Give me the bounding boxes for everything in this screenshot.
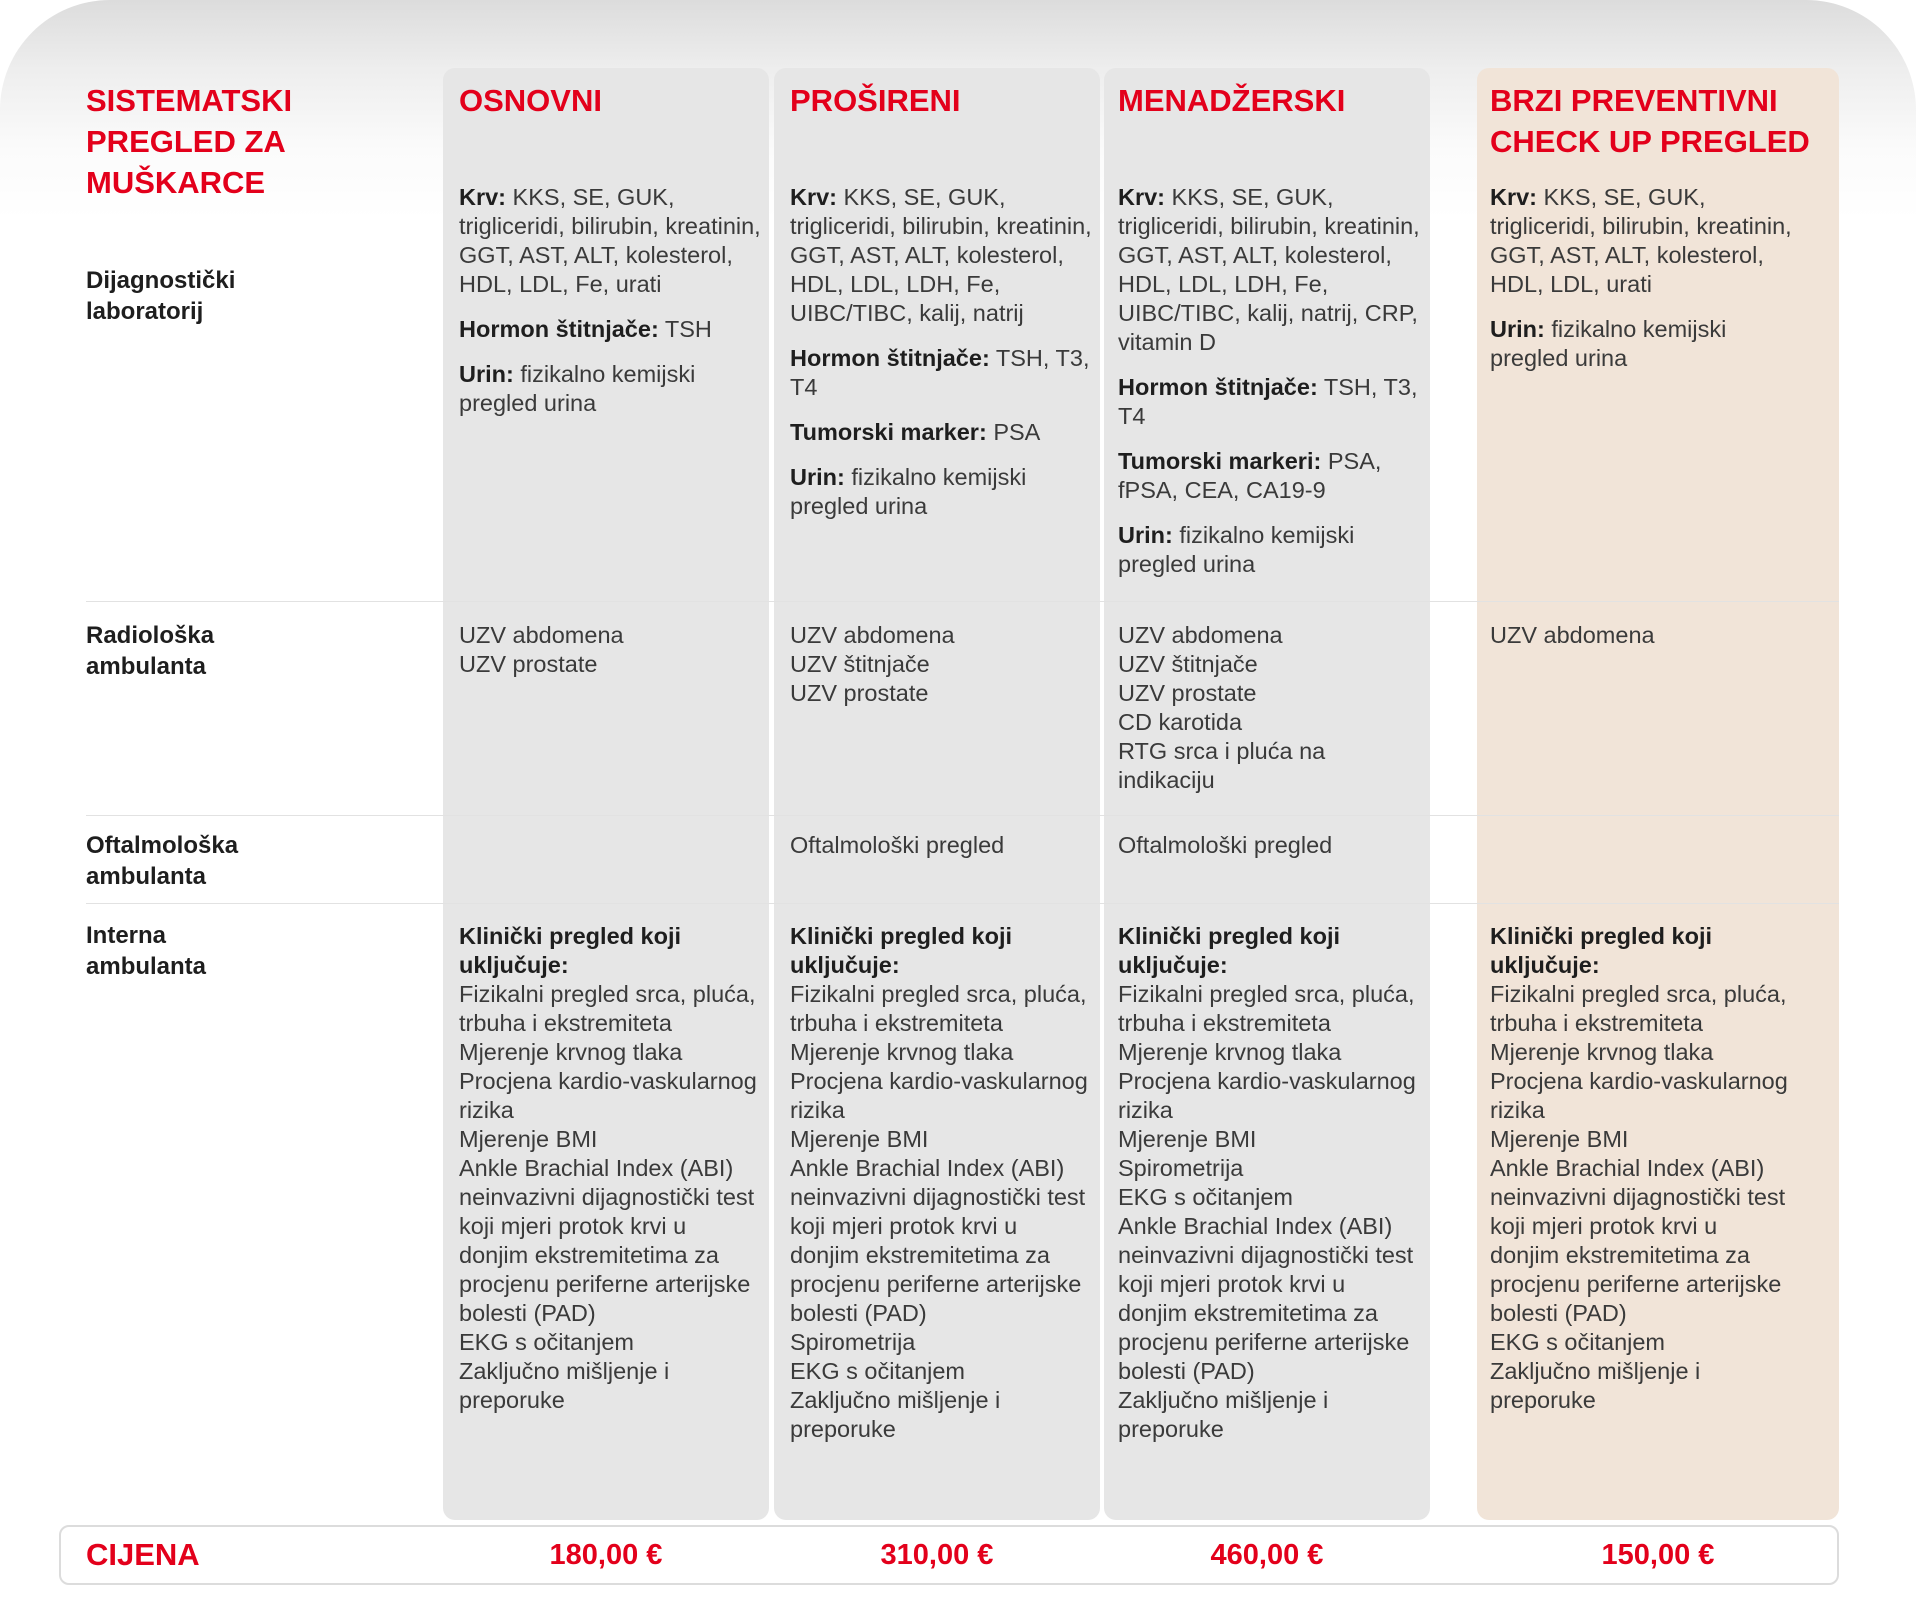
internal-item: Mjerenje BMI xyxy=(1490,1126,1629,1152)
internal-heading: Klinički pregled koji uključuje: xyxy=(1490,923,1712,978)
radiology-cell-prosireni xyxy=(790,621,1100,708)
internal-item: Fizikalni pregled srca, pluća, trbuha i ekstremiteta xyxy=(1490,981,1787,1036)
ophthalmology-item: Oftalmološki pregled xyxy=(790,832,1005,858)
internal-item: Mjerenje krvnog tlaka xyxy=(1490,1039,1714,1065)
internal-item: EKG s očitanjem xyxy=(1490,1329,1666,1355)
internal-item: Mjerenje krvnog tlaka xyxy=(1118,1039,1342,1065)
lab-item: Krv: KKS, SE, GUK, trigliceridi, bilirubin, kreatinin, GGT, AST, ALT, kolesterol, HDL, LDL, urati xyxy=(1490,184,1792,297)
radiology-item: UZV štitnjače xyxy=(1118,651,1258,677)
internal-item: Zaključno mišljenje i preporuke xyxy=(790,1387,1001,1442)
lab-item: Hormon štitnjače: TSH xyxy=(459,316,712,342)
ophthalmology-item: Oftalmološki pregled xyxy=(1118,832,1333,858)
lab-item: Urin: fizikalno kemijski pregled urina xyxy=(459,361,696,416)
internal-heading: Klinički pregled koji uključuje: xyxy=(790,923,1012,978)
radiology-item: UZV prostate xyxy=(1118,680,1257,706)
lab-cell-menadzerski xyxy=(1118,183,1428,595)
lab-item: Urin: fizikalno kemijski pregled urina xyxy=(1118,522,1355,577)
internal-item: Fizikalni pregled srca, pluća, trbuha i ekstremiteta xyxy=(459,981,756,1036)
lab-item: Hormon štitnjače: TSH, T3, T4 xyxy=(1118,374,1418,429)
price-prosireni: 310,00 € xyxy=(880,1539,994,1571)
package-name-osnovni: OSNOVNI xyxy=(459,83,602,118)
radiology-cell-brzi xyxy=(1490,621,1800,650)
internal-item: Ankle Brachial Index (ABI) neinvazivni dijagnostički test koji mjeri protok krvi u donjim ekstremitetima za procjenu periferne arterijske bolesti (PAD) xyxy=(790,1155,1086,1326)
lab-cell-prosireni xyxy=(790,183,1100,537)
lab-item: Urin: fizikalno kemijski pregled urina xyxy=(1490,316,1727,371)
lab-item: Krv: KKS, SE, GUK, trigliceridi, bilirubin, kreatinin, GGT, AST, ALT, kolesterol, HDL, LDL, LDH, Fe, UIBC/TIBC, kalij, natrij, CRP, vitamin D xyxy=(1118,184,1420,355)
radiology-item: CD karotida xyxy=(1118,709,1243,735)
internal-item: Procjena kardio-vaskularnog rizika xyxy=(790,1068,1088,1123)
internal-item: Fizikalni pregled srca, pluća, trbuha i ekstremiteta xyxy=(1118,981,1415,1036)
row-divider xyxy=(86,815,1839,816)
internal-item: Zaključno mišljenje i preporuke xyxy=(1490,1358,1701,1413)
ophthalmology-cell-menadzerski xyxy=(1118,831,1428,860)
internal-item: Mjerenje krvnog tlaka xyxy=(790,1039,1014,1065)
internal-item: Fizikalni pregled srca, pluća, trbuha i ekstremiteta xyxy=(790,981,1087,1036)
page-title: SISTEMATSKI PREGLED ZA MUŠKARCE xyxy=(86,83,293,200)
row-label-lab: Dijagnostički laboratorij xyxy=(86,267,236,325)
lab-cell-brzi xyxy=(1490,183,1810,389)
row-label-internal: Interna ambulanta xyxy=(86,922,207,980)
internal-cell-prosireni xyxy=(790,922,1090,1444)
radiology-item: UZV abdomena xyxy=(1490,622,1655,648)
price-osnovni: 180,00 € xyxy=(549,1539,663,1571)
internal-item: Spirometrija xyxy=(790,1329,916,1355)
radiology-item: UZV abdomena xyxy=(1118,622,1283,648)
internal-cell-menadzerski xyxy=(1118,922,1418,1444)
package-name-menadzerski: MENADŽERSKI xyxy=(1118,83,1346,118)
radiology-item: RTG srca i pluća na indikaciju xyxy=(1118,738,1326,793)
internal-item: Procjena kardio-vaskularnog rizika xyxy=(459,1068,757,1123)
radiology-cell-osnovni xyxy=(459,621,769,679)
ophthalmology-cell-prosireni xyxy=(790,831,1100,860)
internal-item: EKG s očitanjem xyxy=(459,1329,635,1355)
lab-item: Tumorski markeri: PSA, fPSA, CEA, CA19-9 xyxy=(1118,448,1382,503)
internal-item: Ankle Brachial Index (ABI) neinvazivni dijagnostički test koji mjeri protok krvi u donjim ekstremitetima za procjenu periferne arterijske bolesti (PAD) xyxy=(1118,1213,1414,1384)
radiology-item: UZV abdomena xyxy=(459,622,624,648)
row-divider xyxy=(86,601,1839,602)
internal-item: EKG s očitanjem xyxy=(1118,1184,1294,1210)
price-brzi: 150,00 € xyxy=(1601,1539,1715,1571)
internal-item: Zaključno mišljenje i preporuke xyxy=(459,1358,670,1413)
internal-item: Spirometrija xyxy=(1118,1155,1244,1181)
internal-item: Ankle Brachial Index (ABI) neinvazivni dijagnostički test koji mjeri protok krvi u donjim ekstremitetima za procjenu periferne arterijske bolesti (PAD) xyxy=(459,1155,755,1326)
package-name-prosireni: PROŠIRENI xyxy=(790,83,961,118)
lab-item: Tumorski marker: PSA xyxy=(790,419,1041,445)
row-divider xyxy=(86,903,1839,904)
lab-item: Hormon štitnjače: TSH, T3, T4 xyxy=(790,345,1090,400)
radiology-item: UZV štitnjače xyxy=(790,651,930,677)
internal-heading: Klinički pregled koji uključuje: xyxy=(459,923,681,978)
price-label: CIJENA xyxy=(86,1537,200,1572)
internal-item: Procjena kardio-vaskularnog rizika xyxy=(1490,1068,1788,1123)
radiology-item: UZV prostate xyxy=(459,651,598,677)
internal-item: Ankle Brachial Index (ABI) neinvazivni dijagnostički test koji mjeri protok krvi u donjim ekstremitetima za procjenu periferne arterijske bolesti (PAD) xyxy=(1490,1155,1786,1326)
internal-item: Mjerenje BMI xyxy=(459,1126,598,1152)
radiology-item: UZV prostate xyxy=(790,680,929,706)
radiology-item: UZV abdomena xyxy=(790,622,955,648)
internal-item: Mjerenje BMI xyxy=(1118,1126,1257,1152)
internal-cell-brzi xyxy=(1490,922,1790,1415)
radiology-cell-menadzerski xyxy=(1118,621,1428,795)
internal-item: EKG s očitanjem xyxy=(790,1358,966,1384)
internal-heading: Klinički pregled koji uključuje: xyxy=(1118,923,1340,978)
package-name-brzi: BRZI PREVENTIVNI CHECK UP PREGLED xyxy=(1490,83,1810,159)
internal-cell-osnovni xyxy=(459,922,759,1415)
internal-item: Zaključno mišljenje i preporuke xyxy=(1118,1387,1329,1442)
internal-item: Mjerenje BMI xyxy=(790,1126,929,1152)
price-menadzerski: 460,00 € xyxy=(1210,1539,1324,1571)
lab-item: Krv: KKS, SE, GUK, trigliceridi, bilirubin, kreatinin, GGT, AST, ALT, kolesterol, HDL, LDL, Fe, urati xyxy=(459,184,761,297)
lab-item: Krv: KKS, SE, GUK, trigliceridi, bilirubin, kreatinin, GGT, AST, ALT, kolesterol, HDL, LDL, LDH, Fe, UIBC/TIBC, kalij, natrij xyxy=(790,184,1092,326)
row-label-radiology: Radiološka ambulanta xyxy=(86,622,215,680)
lab-item: Urin: fizikalno kemijski pregled urina xyxy=(790,464,1027,519)
row-label-ophthalmology: Oftalmološka ambulanta xyxy=(86,832,239,890)
lab-cell-osnovni xyxy=(459,183,769,434)
internal-item: Mjerenje krvnog tlaka xyxy=(459,1039,683,1065)
internal-item: Procjena kardio-vaskularnog rizika xyxy=(1118,1068,1416,1123)
